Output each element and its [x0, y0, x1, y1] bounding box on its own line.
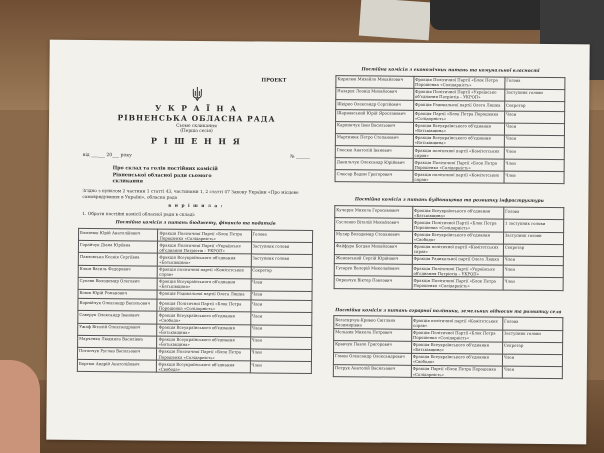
date-field: від ______ 20___ року	[82, 153, 132, 159]
member-position: Секретар	[251, 266, 313, 279]
member-position: Член	[250, 300, 312, 313]
member-name: Білик Юрій Романович	[78, 289, 158, 299]
left-column	[77, 77, 315, 374]
member-position: Член	[504, 123, 564, 136]
member-name: Потапчук Руслан Васильович	[77, 347, 157, 360]
member-name: Кирилюк Михайло Михайлович	[336, 75, 414, 88]
commission-caption: Постійна комісія з питань бюджету, фінансів та податків	[115, 220, 276, 227]
member-faction: Фракція Політичної Партії «Блок Петра Порошенка «Солідарність»	[157, 299, 250, 312]
member-position: Член	[250, 291, 312, 301]
member-position: Голова	[504, 207, 564, 220]
member-faction: Фракція Політичної Партії «Блок Петра Порошенка «Солідарність»	[412, 219, 503, 232]
paper-card	[359, 0, 431, 40]
member-position: Член	[502, 354, 562, 367]
member-faction: Фракція Всеукраїнського об'єднання «Батьківщина»	[158, 278, 251, 291]
member-name: Мельник Микола Петрович	[334, 328, 412, 341]
member-position: Голова	[505, 77, 565, 90]
member-name: Гомон Олександр Олександрович	[333, 352, 411, 365]
member-name: Павловська Ксенія Сергіївна	[78, 253, 158, 266]
member-name: Карпинчук Іван Васильович	[335, 121, 413, 134]
member-faction: Фракція Політичної Партії «Блок Петра Порошенка «Солідарність»	[413, 158, 504, 171]
member-position: Член	[250, 361, 312, 374]
member-name: Саверук Олександр Іванович	[78, 311, 158, 324]
member-name: Шкірко Олександр Сергійович	[336, 100, 414, 110]
member-name: Петрук Анатолій Васильович	[333, 365, 411, 378]
decision-heading: Р І Ш Е Н Н Я	[150, 135, 242, 147]
member-position: Заступник голови	[251, 254, 313, 267]
member-position: Член	[251, 279, 313, 292]
session: (Перша сесія)	[180, 129, 213, 135]
member-name: Марченко Людмила Василівна	[78, 335, 158, 348]
member-faction: Фракція Всеукраїнського об'єднання «Свобода»	[157, 312, 250, 325]
member-position: Заступник голови	[503, 232, 563, 245]
commission-table	[335, 75, 566, 185]
country-title: У К Р А Ї Н А	[155, 103, 239, 114]
member-faction: Фракція Радикальної партії Олега Ляшка	[412, 255, 503, 265]
member-faction: Фракція політичної партії «Комітетських справ»	[412, 243, 503, 256]
draft-mark: ПРОЕКТ	[261, 77, 287, 84]
trident-emblem-icon	[79, 86, 314, 104]
decision-title: Про склад та голів постійних комісій Рівненської обласної ради сьомого скликання	[112, 165, 218, 185]
member-position: Голова	[503, 317, 563, 330]
member-faction: Фракція Радикальної партії Олега Ляшка	[413, 100, 504, 110]
member-name: Ужаф Віталій Олександрович	[78, 323, 158, 336]
member-position: Член	[503, 265, 563, 278]
member-name: Данильчук Олександр Юрійович	[335, 158, 413, 171]
member-position: Голова	[251, 230, 313, 243]
member-faction: Фракція Всеукраїнського об'єднання «Батьківщина»	[157, 336, 250, 349]
member-faction: Фракція Політичної Партії «Блок Петра Порошенка «Солідарність»	[157, 348, 250, 361]
member-faction: Фракція Всеукраїнського об'єднання «Батьківщина»	[157, 324, 250, 337]
commission-table	[77, 228, 313, 374]
item-1: 1. Обрати постійні комісії обласної ради в складі:	[82, 211, 196, 218]
member-position: Секретар	[504, 101, 564, 111]
member-faction: Фракція Всеукраїнського об'єднання «Свобода»	[411, 353, 502, 366]
member-faction: Фракція Політичної Партії «Блок Петра Порошенка «Солідарність»	[411, 329, 502, 342]
preamble: Згідно з пунктом 2 частини 1 статті 43, частинами 1, 2 статті 47 Закону України «Про місцеве самоврядування в Україні», обласна рада	[82, 188, 299, 201]
member-position: Секретар	[503, 244, 563, 257]
member-faction: Фракція Радикальної партії Олега Ляшка	[157, 290, 250, 300]
member-position: Член	[250, 312, 312, 325]
commission-caption: Постійна комісія з економічних питань та комунальної власності	[361, 67, 540, 74]
member-name: Сусленко Віталій Михайлович	[335, 218, 413, 231]
member-name: Шарнавський Юрій Ярославович	[336, 109, 414, 122]
member-faction: Фракція Політичної Партії «Блок Петра Порошенка «Солідарність»	[414, 76, 505, 89]
member-name: Файфура Богдан Михайлович	[334, 242, 412, 255]
member-name: Гусарук Валерій Миколайович	[334, 264, 412, 277]
member-name: Клюп Василь Федорович	[78, 265, 158, 278]
member-faction: Фракція Всеукраїнського об'єднання «Свобода»	[157, 360, 250, 373]
member-position: Член	[502, 366, 562, 379]
member-position: Член	[504, 111, 564, 124]
member-faction: Фракція політичної партії «Комітетських справ»	[413, 171, 504, 184]
member-faction: Фракція Політичної Партії «Блок Петра Порошенка «Солідарність»	[158, 229, 251, 242]
member-position: 1 заступник голови	[503, 219, 563, 232]
member-name: Сухляк Володимир Олегович	[78, 277, 158, 290]
resolves: в и р і ш и л а :	[168, 203, 224, 210]
member-faction: Фракція політичної партії «Комітетських справ»	[413, 146, 504, 159]
member-name: Горайчук Діана Юріївна	[78, 241, 158, 254]
member-name: Гнесюк Анатолій Іванович	[335, 146, 413, 159]
hand	[0, 360, 40, 453]
member-faction: Фракція Всеукраїнського об'єднання «Батьківщина»	[413, 122, 504, 135]
member-position: Заступник голови	[505, 89, 565, 102]
member-faction: Фракція Всеукраїнського об'єднання «Батьківщина»	[413, 207, 504, 220]
member-faction: Фракція Політичної Партії «Блок Петра Порошенка «Солідарність»	[412, 277, 503, 290]
date-line	[83, 153, 310, 161]
member-position: Член	[504, 171, 564, 184]
commission-caption: Постійна комісія з питань будівництва та розвитку інфраструктури	[354, 197, 544, 205]
commission-caption: Постійна комісія з питань аграрної політики, земельних відносин та розвитку села	[335, 307, 562, 315]
member-faction: Фракція політичної партії «Комітетських справ»	[158, 266, 251, 279]
member-position: Член	[503, 278, 563, 291]
laptop-edge	[430, 0, 550, 30]
member-name: Близнюк Юрій Анатолійович	[79, 228, 159, 241]
member-position: Член	[250, 349, 312, 362]
document-page	[46, 40, 589, 445]
member-faction: Фракція Політичної Партії «Українське об'єднання Патріотів – УКРОП»	[414, 88, 505, 101]
member-name: Богатирчук-Кривко Світлана Казимирівна	[334, 316, 412, 329]
member-position: Секретар	[502, 342, 562, 355]
right-column	[333, 64, 566, 379]
member-faction: Фракція політичної партії «Комітетських справ»	[412, 317, 503, 330]
commission-table	[334, 205, 565, 290]
member-name: Музир Володимир Степанович	[334, 230, 412, 243]
member-name: Женевський Сергій Юрійович	[334, 254, 412, 264]
member-name: Опренчук Віктор Павлович	[334, 276, 412, 289]
member-position: Член	[504, 147, 564, 160]
member-name: Кравчук Павло Григорович	[334, 340, 412, 353]
council-title: РІВНЕНСЬКА ОБЛАСНА РАДА	[117, 112, 276, 124]
member-position: Член	[504, 135, 564, 148]
member-name: Слюсар Вадим Григорович	[335, 170, 413, 183]
member-position: Заступник голови	[251, 242, 313, 255]
number-field: № ______	[290, 155, 310, 161]
member-faction: Фракція Всеукраїнського об'єднання «Батьківщина»	[158, 253, 251, 266]
member-position: Член	[250, 325, 312, 338]
member-faction: Фракція Всеукраїнського об'єднання «Батьківщина»	[411, 341, 502, 354]
commission-table	[333, 315, 564, 379]
member-faction: Фракція Партії «Блок Петра Порошенка «Солідарність»	[413, 110, 504, 123]
member-name: Назарук Леонід Михайлович	[336, 88, 414, 101]
member-position: Член	[504, 159, 564, 172]
member-faction: Фракція Всеукраїнського об'єднання «Свобода»	[412, 231, 503, 244]
convocation: Сьоме скликання	[176, 123, 217, 129]
member-name: Мартинюк Петро Степанович	[335, 133, 413, 146]
member-name: Корнійчук Олександр Васильович	[78, 299, 158, 312]
member-faction: Фракція Політичної Партії «Українське об'єднання Патріотів – УКРОП»	[158, 241, 251, 254]
table-row	[77, 359, 311, 373]
table-row	[333, 365, 562, 379]
member-position: Член	[503, 256, 563, 266]
member-faction: Фракція Політичної Партії «Українське об'єднання Патріотів – УКРОП»	[412, 265, 503, 278]
member-position: Заступник голови	[502, 330, 562, 343]
member-name: Боргюк Андрій Анатолійович	[77, 359, 157, 372]
member-name: Кучерук Микола Герасимович	[335, 206, 413, 219]
member-faction: Фракція Партії «Блок Петра Порошенка «Солідарність»	[411, 365, 502, 378]
member-position: Член	[250, 337, 312, 350]
member-faction: Фракція Всеукраїнського об'єднання «Батьківщина»	[413, 134, 504, 147]
